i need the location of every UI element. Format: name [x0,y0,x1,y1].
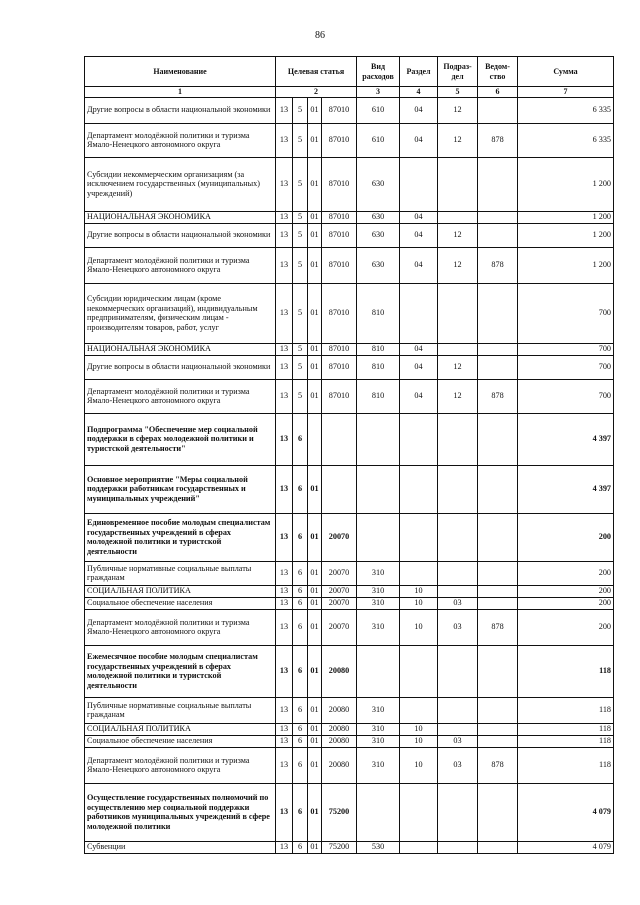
target-code-4: 87010 [322,157,357,211]
table-row [85,157,614,211]
target-code-4: 87010 [322,247,357,283]
table-row [85,513,614,561]
row-name: Субсидии некоммерческим организациям (за исключением государственных (муниципальных) учреждений) [85,157,276,211]
target-code-4: 20080 [322,735,357,747]
table-row [85,723,614,735]
target-code-2: 5 [293,247,308,283]
department-code [478,841,518,853]
target-code-3: 01 [308,841,322,853]
target-code-3: 01 [308,355,322,379]
department-code [478,343,518,355]
target-code-2: 6 [293,561,308,585]
section [400,645,438,697]
target-code-4: 87010 [322,97,357,123]
table-row [85,841,614,853]
subsection: 12 [438,247,478,283]
target-code-1: 13 [276,211,293,223]
section [400,283,438,343]
target-code-1: 13 [276,513,293,561]
expense-type: 310 [357,561,400,585]
target-code-3: 01 [308,97,322,123]
target-code-1: 13 [276,747,293,783]
expense-type: 810 [357,343,400,355]
target-code-2: 5 [293,283,308,343]
department-code [478,465,518,513]
target-code-3: 01 [308,379,322,413]
header-summa: Сумма [518,57,614,87]
amount: 1 200 [518,223,614,247]
target-code-1: 13 [276,841,293,853]
target-code-2: 6 [293,609,308,645]
target-code-4: 87010 [322,343,357,355]
target-code-4 [322,465,357,513]
target-code-3: 01 [308,723,322,735]
department-code [478,723,518,735]
section [400,561,438,585]
section: 04 [400,247,438,283]
expense-type: 310 [357,735,400,747]
row-name: СОЦИАЛЬНАЯ ПОЛИТИКА [85,723,276,735]
table-row [85,465,614,513]
row-name: Другие вопросы в области национальной экономики [85,223,276,247]
target-code-2: 5 [293,355,308,379]
row-name: Ежемесячное пособие молодым специалистам государственных учреждений в сферах молодежной политики и туристской деятельности [85,645,276,697]
section: 04 [400,223,438,247]
target-code-2: 6 [293,783,308,841]
section [400,697,438,723]
department-code [478,645,518,697]
section: 04 [400,355,438,379]
subsection [438,645,478,697]
section: 10 [400,735,438,747]
expense-type: 610 [357,97,400,123]
target-code-3: 01 [308,561,322,585]
amount: 200 [518,609,614,645]
header-target: Целевая статья [276,57,357,87]
section: 04 [400,343,438,355]
target-code-2: 6 [293,735,308,747]
target-code-4: 75200 [322,783,357,841]
target-code-1: 13 [276,343,293,355]
expense-type [357,645,400,697]
table-row [85,561,614,585]
row-name: Другие вопросы в области национальной экономики [85,97,276,123]
amount: 700 [518,343,614,355]
table-row [85,211,614,223]
header-podrazdel: Подраз-дел [438,57,478,87]
expense-type: 610 [357,123,400,157]
target-code-1: 13 [276,609,293,645]
section: 10 [400,585,438,597]
table-row [85,735,614,747]
target-code-2: 5 [293,157,308,211]
target-code-2: 5 [293,123,308,157]
department-code [478,783,518,841]
table-row [85,645,614,697]
target-code-2: 5 [293,343,308,355]
target-code-3: 01 [308,697,322,723]
section: 04 [400,123,438,157]
table-row [85,747,614,783]
section [400,783,438,841]
column-number-row [85,87,614,98]
department-code [478,223,518,247]
subsection [438,585,478,597]
subsection: 03 [438,747,478,783]
target-code-2: 6 [293,413,308,465]
row-name: Единовременное пособие молодым специалистам государственных учреждений в сферах молодежной политики и туристской деятельности [85,513,276,561]
target-code-4: 20070 [322,585,357,597]
row-name: Публичные нормативные социальные выплаты гражданам [85,697,276,723]
col-number: 1 [85,87,276,98]
department-code [478,561,518,585]
table-row [85,247,614,283]
amount: 4 397 [518,413,614,465]
target-code-1: 13 [276,97,293,123]
expense-type: 310 [357,723,400,735]
subsection [438,697,478,723]
expense-type: 630 [357,247,400,283]
target-code-1: 13 [276,223,293,247]
col-number: 5 [438,87,478,98]
row-name: Подпрограмма "Обеспечение мер социальной поддержки в сферах молодежной политики и туристской деятельности" [85,413,276,465]
section [400,157,438,211]
target-code-3: 01 [308,597,322,609]
department-code [478,283,518,343]
amount: 118 [518,697,614,723]
subsection: 12 [438,97,478,123]
target-code-3: 01 [308,247,322,283]
amount: 1 200 [518,211,614,223]
subsection: 12 [438,223,478,247]
target-code-3: 01 [308,609,322,645]
col-number: 3 [357,87,400,98]
amount: 4 079 [518,783,614,841]
target-code-3: 01 [308,223,322,247]
target-code-4: 20070 [322,513,357,561]
expense-type: 310 [357,609,400,645]
row-name: Субсидии юридическим лицам (кроме некоммерческих организаций), индивидуальным предпринимателям, физическим лицам - производителям товаров, работ, услуг [85,283,276,343]
header-vedomstvo: Ведом-ство [478,57,518,87]
target-code-1: 13 [276,723,293,735]
target-code-3: 01 [308,343,322,355]
target-code-4: 20070 [322,609,357,645]
expense-type: 310 [357,697,400,723]
amount: 4 397 [518,465,614,513]
expense-type [357,513,400,561]
target-code-1: 13 [276,735,293,747]
subsection: 03 [438,609,478,645]
expense-type: 630 [357,157,400,211]
amount: 118 [518,735,614,747]
row-name: СОЦИАЛЬНАЯ ПОЛИТИКА [85,585,276,597]
amount: 4 079 [518,841,614,853]
row-name: Департамент молодёжной политики и туризма Ямало-Ненецкого автономного округа [85,123,276,157]
subsection [438,157,478,211]
table-row [85,343,614,355]
amount: 1 200 [518,157,614,211]
table-row [85,223,614,247]
department-code [478,157,518,211]
subsection: 12 [438,379,478,413]
expense-type [357,413,400,465]
row-name: Основное мероприятие "Меры социальной поддержки работникам государственных и муниципальных учреждений" [85,465,276,513]
header-razdel: Раздел [400,57,438,87]
amount: 118 [518,645,614,697]
target-code-2: 5 [293,97,308,123]
table-row [85,697,614,723]
target-code-1: 13 [276,157,293,211]
target-code-3: 01 [308,211,322,223]
target-code-4: 20080 [322,747,357,783]
expense-type: 530 [357,841,400,853]
header-vid: Вид расходов [357,57,400,87]
target-code-2: 6 [293,723,308,735]
table-row [85,379,614,413]
amount: 200 [518,513,614,561]
department-code [478,513,518,561]
department-code [478,413,518,465]
target-code-3: 01 [308,157,322,211]
target-code-2: 6 [293,465,308,513]
col-number: 6 [478,87,518,98]
table-row [85,597,614,609]
target-code-4: 87010 [322,355,357,379]
department-code [478,697,518,723]
amount: 6 335 [518,97,614,123]
target-code-1: 13 [276,597,293,609]
table-row [85,585,614,597]
col-number: 4 [400,87,438,98]
subsection [438,283,478,343]
subsection [438,343,478,355]
target-code-1: 13 [276,283,293,343]
target-code-3 [308,413,322,465]
subsection: 03 [438,735,478,747]
department-code [478,97,518,123]
row-name: НАЦИОНАЛЬНАЯ ЭКОНОМИКА [85,343,276,355]
target-code-1: 13 [276,413,293,465]
section: 04 [400,379,438,413]
target-code-2: 5 [293,211,308,223]
target-code-2: 5 [293,379,308,413]
subsection [438,723,478,735]
department-code [478,211,518,223]
target-code-1: 13 [276,561,293,585]
department-code [478,597,518,609]
expense-type: 810 [357,379,400,413]
target-code-4: 20070 [322,597,357,609]
target-code-3: 01 [308,645,322,697]
expense-type: 310 [357,585,400,597]
target-code-2: 6 [293,747,308,783]
row-name: Социальное обеспечение населения [85,735,276,747]
section [400,465,438,513]
row-name: НАЦИОНАЛЬНАЯ ЭКОНОМИКА [85,211,276,223]
expense-type: 630 [357,223,400,247]
expense-type: 630 [357,211,400,223]
target-code-2: 6 [293,645,308,697]
target-code-1: 13 [276,585,293,597]
amount: 6 335 [518,123,614,157]
target-code-1: 13 [276,465,293,513]
row-name: Департамент молодёжной политики и туризма Ямало-Ненецкого автономного округа [85,609,276,645]
department-code: 878 [478,247,518,283]
subsection: 12 [438,123,478,157]
row-name: Субвенции [85,841,276,853]
subsection [438,465,478,513]
amount: 700 [518,379,614,413]
expense-type [357,465,400,513]
subsection [438,561,478,585]
table-row [85,97,614,123]
row-name: Департамент молодёжной политики и туризма Ямало-Ненецкого автономного округа [85,379,276,413]
table-row [85,283,614,343]
table-row [85,123,614,157]
target-code-1: 13 [276,355,293,379]
amount: 200 [518,585,614,597]
row-name: Осуществление государственных полномочий по осуществлению мер социальной поддержки работников муниципальных учреждений в сфере молодежной политики [85,783,276,841]
target-code-1: 13 [276,247,293,283]
row-name: Социальное обеспечение населения [85,597,276,609]
target-code-4: 87010 [322,211,357,223]
target-code-4: 20080 [322,723,357,735]
section: 10 [400,597,438,609]
target-code-4: 87010 [322,123,357,157]
subsection [438,513,478,561]
amount: 118 [518,723,614,735]
target-code-4: 20070 [322,561,357,585]
expense-type: 310 [357,597,400,609]
target-code-4: 75200 [322,841,357,853]
header-name: Наименование [85,57,276,87]
target-code-4 [322,413,357,465]
expense-type [357,783,400,841]
col-number: 7 [518,87,614,98]
department-code: 878 [478,123,518,157]
department-code [478,735,518,747]
table-body [85,97,614,853]
row-name: Департамент молодёжной политики и туризма Ямало-Ненецкого автономного округа [85,747,276,783]
department-code: 878 [478,747,518,783]
target-code-2: 6 [293,513,308,561]
target-code-4: 87010 [322,379,357,413]
target-code-2: 6 [293,841,308,853]
section [400,513,438,561]
amount: 200 [518,597,614,609]
section [400,841,438,853]
table-row [85,783,614,841]
section: 10 [400,609,438,645]
section: 04 [400,211,438,223]
amount: 700 [518,355,614,379]
target-code-3: 01 [308,585,322,597]
target-code-4: 20080 [322,645,357,697]
target-code-3: 01 [308,735,322,747]
subsection: 12 [438,355,478,379]
department-code: 878 [478,379,518,413]
row-name: Публичные нормативные социальные выплаты гражданам [85,561,276,585]
target-code-1: 13 [276,123,293,157]
target-code-3: 01 [308,123,322,157]
subsection [438,211,478,223]
target-code-1: 13 [276,783,293,841]
target-code-3: 01 [308,783,322,841]
header-row [85,57,614,87]
section: 04 [400,97,438,123]
row-name: Другие вопросы в области национальной экономики [85,355,276,379]
col-number: 2 [276,87,357,98]
page-number: 86 [315,30,325,41]
expense-type: 310 [357,747,400,783]
target-code-3: 01 [308,747,322,783]
subsection [438,841,478,853]
target-code-1: 13 [276,379,293,413]
target-code-3: 01 [308,465,322,513]
section: 10 [400,723,438,735]
target-code-2: 6 [293,585,308,597]
target-code-3: 01 [308,283,322,343]
target-code-2: 6 [293,697,308,723]
section [400,413,438,465]
target-code-2: 6 [293,597,308,609]
expense-type: 810 [357,355,400,379]
target-code-2: 5 [293,223,308,247]
subsection [438,783,478,841]
subsection: 03 [438,597,478,609]
department-code: 878 [478,609,518,645]
target-code-4: 20080 [322,697,357,723]
table-row [85,413,614,465]
target-code-3: 01 [308,513,322,561]
amount: 118 [518,747,614,783]
row-name: Департамент молодёжной политики и туризма Ямало-Ненецкого автономного округа [85,247,276,283]
subsection [438,413,478,465]
amount: 200 [518,561,614,585]
target-code-4: 87010 [322,223,357,247]
section: 10 [400,747,438,783]
amount: 1 200 [518,247,614,283]
expense-type: 810 [357,283,400,343]
target-code-1: 13 [276,697,293,723]
amount: 700 [518,283,614,343]
budget-table [84,56,614,854]
target-code-1: 13 [276,645,293,697]
target-code-4: 87010 [322,283,357,343]
department-code [478,585,518,597]
table-row [85,609,614,645]
department-code [478,355,518,379]
table-row [85,355,614,379]
